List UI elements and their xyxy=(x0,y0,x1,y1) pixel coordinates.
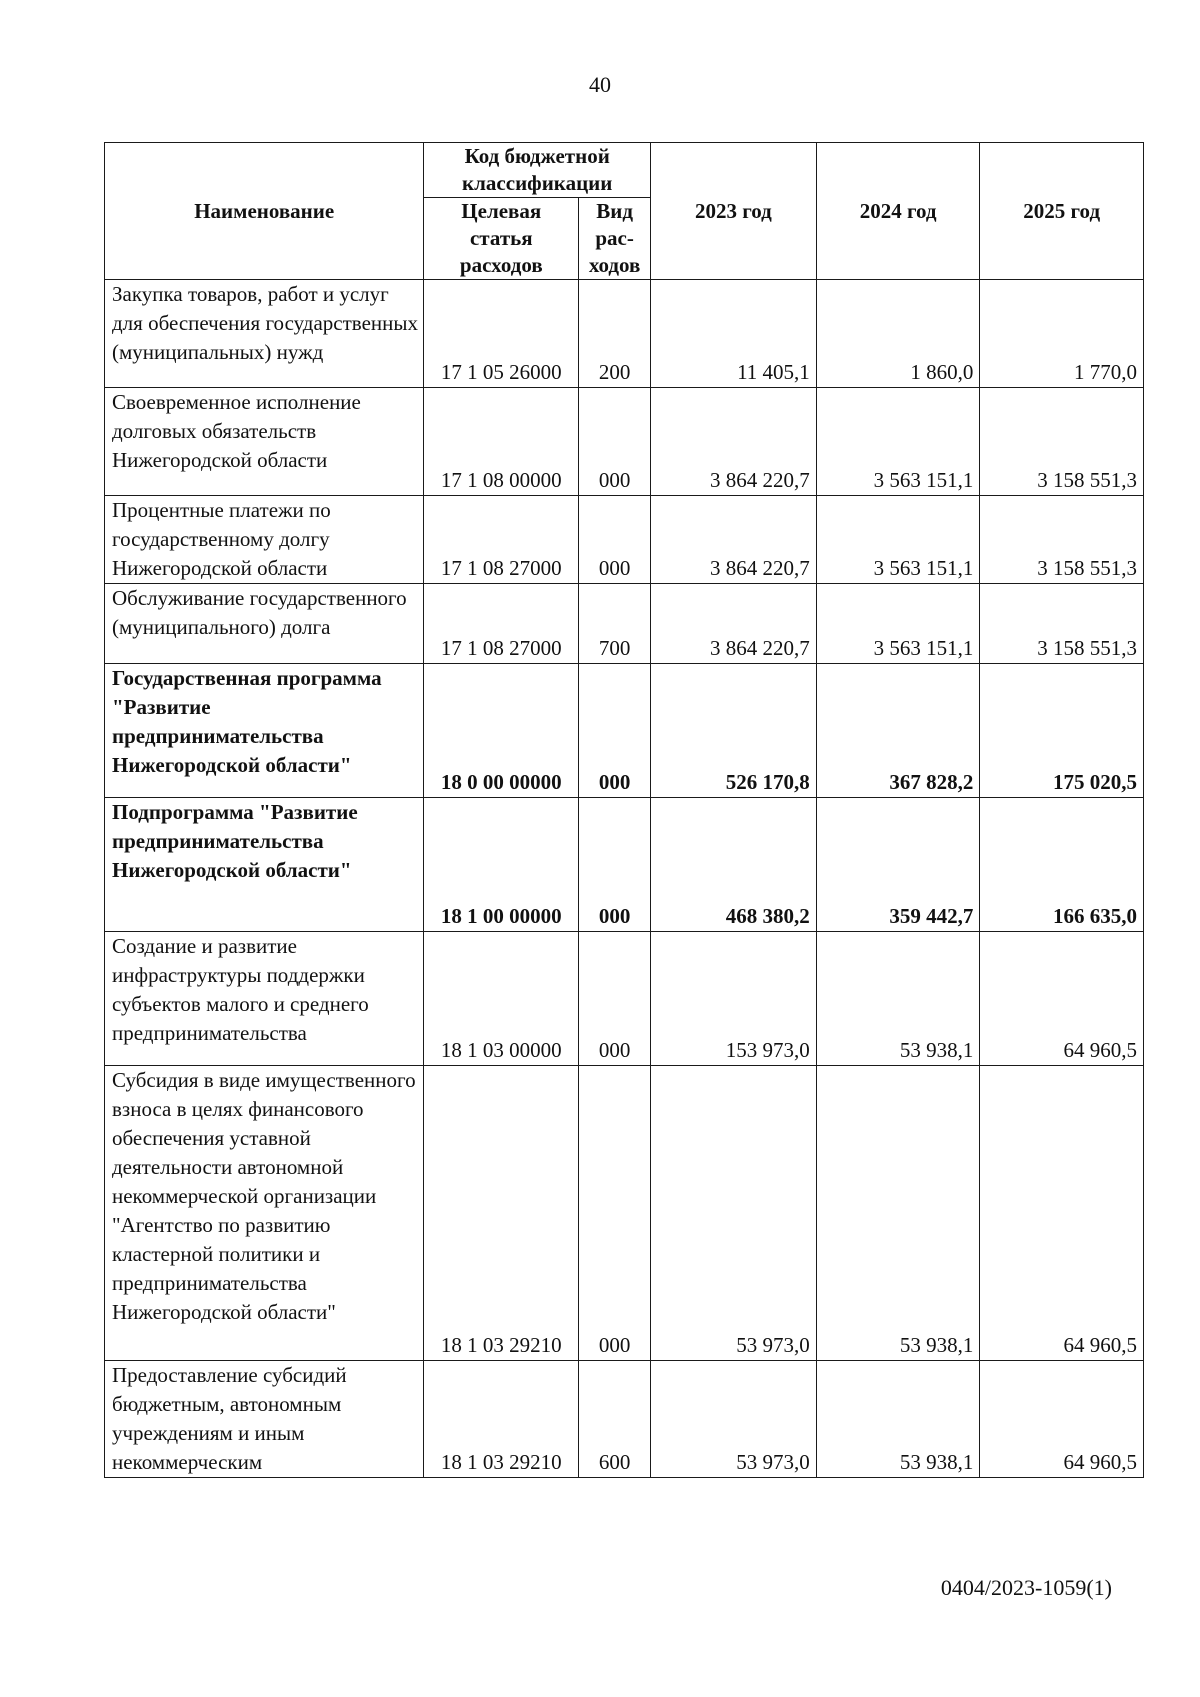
row-value-2025: 3 158 551,3 xyxy=(980,496,1144,584)
row-name: Обслуживание государственного (муниципального) долга xyxy=(105,584,424,664)
row-name: Процентные платежи по государственному долгу Нижегородской области xyxy=(105,496,424,584)
table-row xyxy=(105,584,1144,664)
row-value-2023: 53 973,0 xyxy=(651,1066,817,1361)
row-value-2025: 166 635,0 xyxy=(980,798,1144,932)
row-value-2025: 64 960,5 xyxy=(980,932,1144,1066)
row-expense-kind: 000 xyxy=(579,388,651,496)
table-header xyxy=(105,143,1144,280)
row-expense-kind: 000 xyxy=(579,664,651,798)
header-expense-kind: Вид рас-ходов xyxy=(579,198,651,280)
row-target-article: 17 1 08 27000 xyxy=(424,584,579,664)
row-expense-kind: 200 xyxy=(579,280,651,388)
document-number: 0404/2023-1059(1) xyxy=(940,1575,1112,1600)
row-value-2024: 1 860,0 xyxy=(816,280,980,388)
row-expense-kind: 000 xyxy=(579,798,651,932)
row-name: Государственная программа "Развитие предпринимательства Нижегородской области" xyxy=(105,664,424,798)
table-row xyxy=(105,388,1144,496)
page-number: 40 xyxy=(589,72,611,97)
row-value-2024: 3 563 151,1 xyxy=(816,388,980,496)
row-target-article: 18 0 00 00000 xyxy=(424,664,579,798)
table-body xyxy=(105,280,1144,1478)
row-value-2023: 3 864 220,7 xyxy=(651,496,817,584)
row-name: Субсидия в виде имущественного взноса в целях финансового обеспечения уставной деятельности автономной некоммерческой организации "Агентство по развитию кластерной политики и предпринимательства Нижегородской области" xyxy=(105,1066,424,1361)
row-target-article: 17 1 08 27000 xyxy=(424,496,579,584)
table-row xyxy=(105,1066,1144,1361)
row-value-2023: 53 973,0 xyxy=(651,1361,817,1478)
row-value-2023: 3 864 220,7 xyxy=(651,584,817,664)
row-expense-kind: 000 xyxy=(579,496,651,584)
table-row xyxy=(105,1361,1144,1478)
table-row xyxy=(105,798,1144,932)
header-target-article: Целевая статья расходов xyxy=(424,198,579,280)
row-name: Предоставление субсидий бюджетным, автономным учреждениям и иным некоммерческим xyxy=(105,1361,424,1478)
row-expense-kind: 700 xyxy=(579,584,651,664)
row-name: Закупка товаров, работ и услуг для обеспечения государственных (муниципальных) нужд xyxy=(105,280,424,388)
header-name: Наименование xyxy=(105,143,424,280)
header-2025: 2025 год xyxy=(980,143,1144,280)
row-value-2024: 53 938,1 xyxy=(816,1361,980,1478)
row-value-2024: 359 442,7 xyxy=(816,798,980,932)
header-2024: 2024 год xyxy=(816,143,980,280)
row-value-2025: 3 158 551,3 xyxy=(980,388,1144,496)
row-name: Своевременное исполнение долговых обязательств Нижегородской области xyxy=(105,388,424,496)
row-value-2025: 64 960,5 xyxy=(980,1361,1144,1478)
row-name: Создание и развитие инфраструктуры поддержки субъектов малого и среднего предпринимательства xyxy=(105,932,424,1066)
row-expense-kind: 600 xyxy=(579,1361,651,1478)
row-value-2023: 526 170,8 xyxy=(651,664,817,798)
row-value-2024: 53 938,1 xyxy=(816,932,980,1066)
table-row xyxy=(105,496,1144,584)
row-value-2023: 468 380,2 xyxy=(651,798,817,932)
row-target-article: 18 1 03 00000 xyxy=(424,932,579,1066)
row-expense-kind: 000 xyxy=(579,932,651,1066)
row-target-article: 17 1 05 26000 xyxy=(424,280,579,388)
header-2023: 2023 год xyxy=(651,143,817,280)
row-value-2024: 367 828,2 xyxy=(816,664,980,798)
row-target-article: 18 1 03 29210 xyxy=(424,1361,579,1478)
row-value-2024: 53 938,1 xyxy=(816,1066,980,1361)
row-value-2023: 11 405,1 xyxy=(651,280,817,388)
row-value-2023: 153 973,0 xyxy=(651,932,817,1066)
row-name: Подпрограмма "Развитие предпринимательства Нижегородской области" xyxy=(105,798,424,932)
table-row xyxy=(105,664,1144,798)
row-value-2024: 3 563 151,1 xyxy=(816,584,980,664)
row-value-2025: 175 020,5 xyxy=(980,664,1144,798)
table-row xyxy=(105,932,1144,1066)
row-target-article: 18 1 03 29210 xyxy=(424,1066,579,1361)
row-target-article: 17 1 08 00000 xyxy=(424,388,579,496)
table-row xyxy=(105,280,1144,388)
row-expense-kind: 000 xyxy=(579,1066,651,1361)
row-value-2025: 1 770,0 xyxy=(980,280,1144,388)
header-code-group: Код бюджетной классификации xyxy=(424,143,651,198)
row-value-2024: 3 563 151,1 xyxy=(816,496,980,584)
row-value-2025: 64 960,5 xyxy=(980,1066,1144,1361)
row-value-2023: 3 864 220,7 xyxy=(651,388,817,496)
row-value-2025: 3 158 551,3 xyxy=(980,584,1144,664)
row-target-article: 18 1 00 00000 xyxy=(424,798,579,932)
budget-table xyxy=(104,142,1144,1478)
